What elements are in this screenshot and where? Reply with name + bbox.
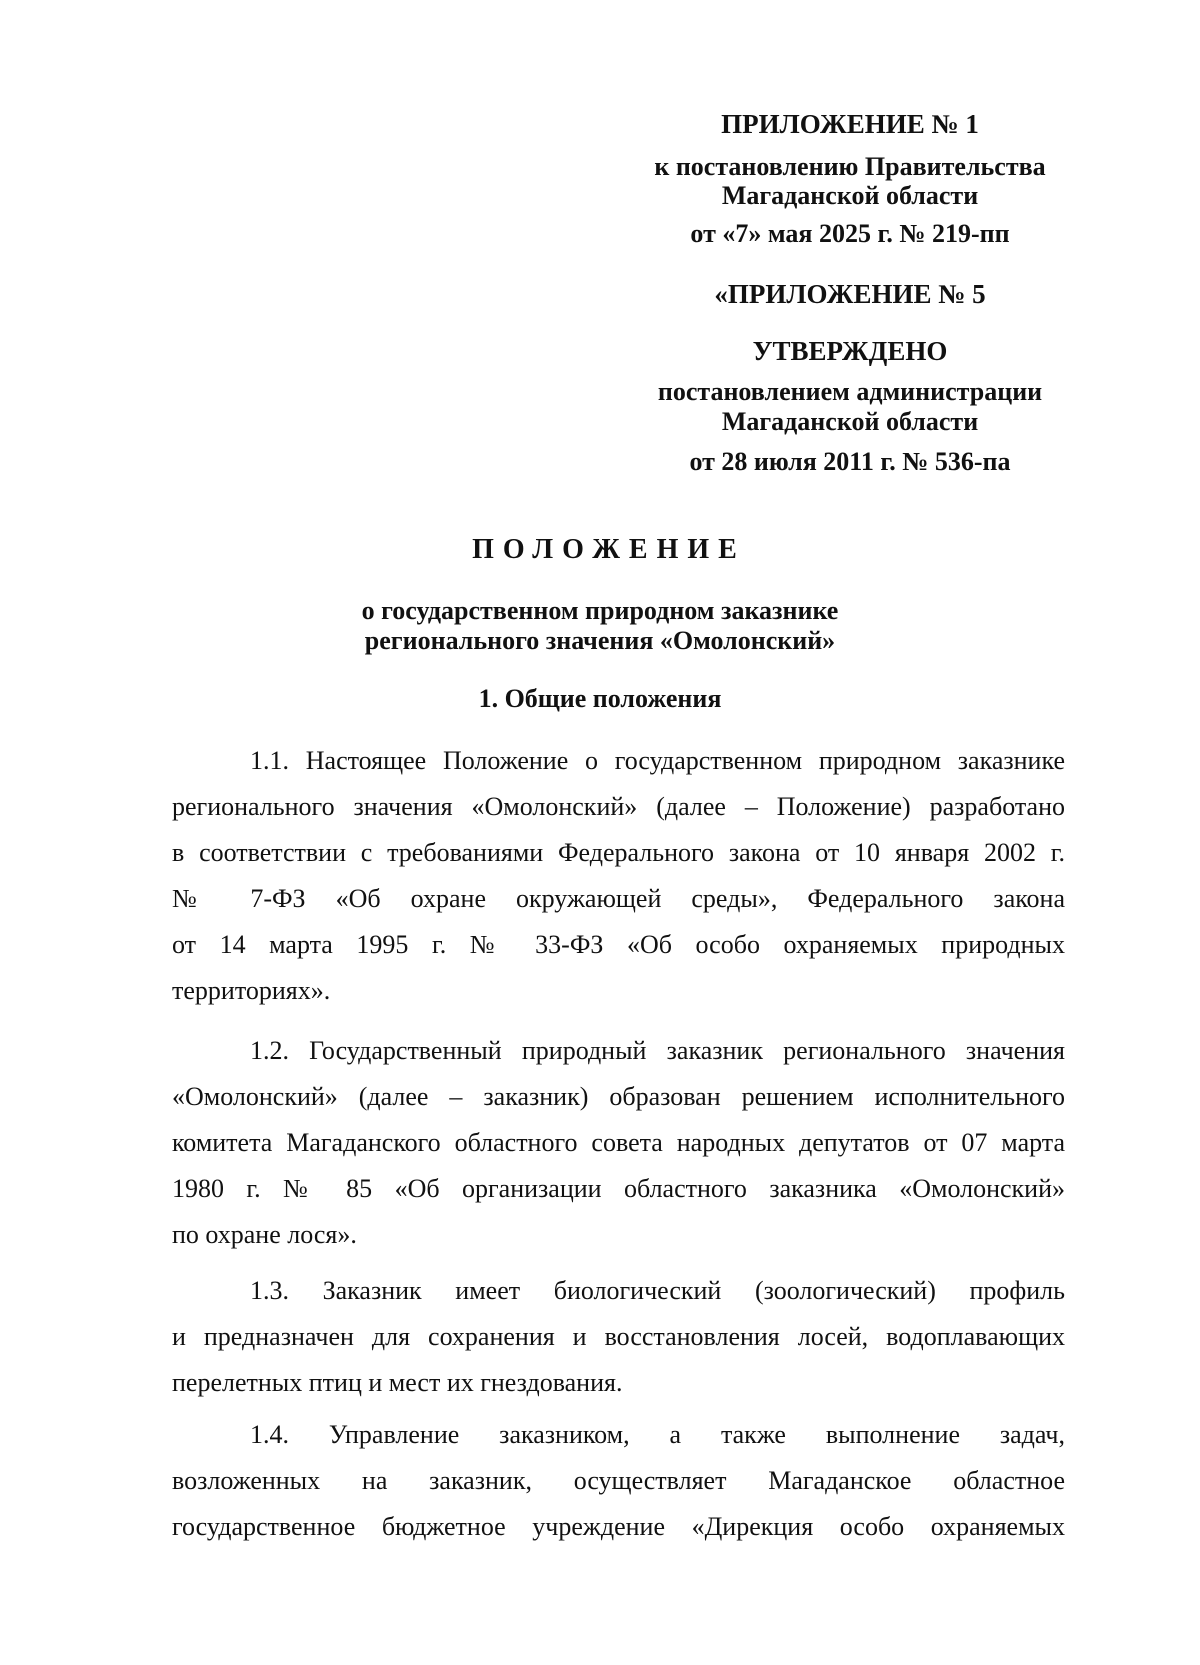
approved-by-line1: постановлением администрации — [657, 377, 1043, 406]
approved-label: УТВЕРЖДЕНО — [752, 336, 948, 366]
paragraph-1-2 — [172, 1028, 1065, 1258]
appendix5-title: «ПРИЛОЖЕНИЕ № 5 — [714, 279, 986, 309]
approved-date: от 28 июля 2011 г. № 536-па — [689, 447, 1011, 476]
paragraph-line: 1.1. Настоящее Положение о государственном природном заказнике — [250, 746, 1065, 775]
paragraph-line: и предназначен для сохранения и восстановления лосей, водоплавающих — [172, 1322, 1065, 1351]
paragraph-1-3 — [172, 1268, 1065, 1406]
paragraph-line: 1.3. Заказник имеет биологический (зоологический) профиль — [250, 1276, 1065, 1305]
to-resolution-line1: к постановлению Правительства — [654, 152, 1046, 181]
paragraph-line: 1.4. Управление заказником, а также выполнение задач, — [250, 1420, 1065, 1449]
paragraph-line: в соответствии с требованиями Федерального закона от 10 января 2002 г. — [172, 838, 1065, 867]
paragraph-line: регионального значения «Омолонский» (далее – Положение) разработано — [172, 792, 1065, 821]
to-resolution-line2: Магаданской области — [721, 181, 979, 210]
approved-by-line2: Магаданской области — [721, 407, 979, 436]
document-subtitle-line1: о государственном природном заказнике — [361, 596, 839, 625]
paragraph-line: возложенных на заказник, осуществляет Магаданское областное — [172, 1466, 1065, 1495]
section-heading: 1. Общие положения — [478, 684, 722, 713]
paragraph-1-4 — [172, 1412, 1065, 1550]
paragraph-line: комитета Магаданского областного совета народных депутатов от 07 марта — [172, 1128, 1065, 1157]
appendix-title: ПРИЛОЖЕНИЕ № 1 — [721, 109, 979, 139]
paragraph-line: 1980 г. № 85 «Об организации областного заказника «Омолонский» — [172, 1174, 1065, 1203]
paragraph-line: территориях». — [172, 976, 331, 1005]
paragraph-line: по охране лося». — [172, 1220, 357, 1249]
paragraph-line: 1.2. Государственный природный заказник регионального значения — [250, 1036, 1065, 1065]
paragraph-line: государственное бюджетное учреждение «Дирекция особо охраняемых — [172, 1512, 1065, 1541]
paragraph-line: перелетных птиц и мест их гнездования. — [172, 1368, 623, 1397]
paragraph-line: «Омолонский» (далее – заказник) образован решением исполнительного — [172, 1082, 1065, 1111]
document-subtitle-line2: регионального значения «Омолонский» — [364, 626, 836, 655]
document-title: ПОЛОЖЕНИЕ — [472, 534, 746, 565]
paragraph-line: от 14 марта 1995 г. № 33-ФЗ «Об особо охраняемых природных — [172, 930, 1065, 959]
resolution-date-number: от «7» мая 2025 г. № 219-пп — [690, 219, 1010, 248]
paragraph-line: № 7-ФЗ «Об охране окружающей среды», Федерального закона — [172, 884, 1065, 913]
paragraph-1-1 — [172, 738, 1065, 1014]
